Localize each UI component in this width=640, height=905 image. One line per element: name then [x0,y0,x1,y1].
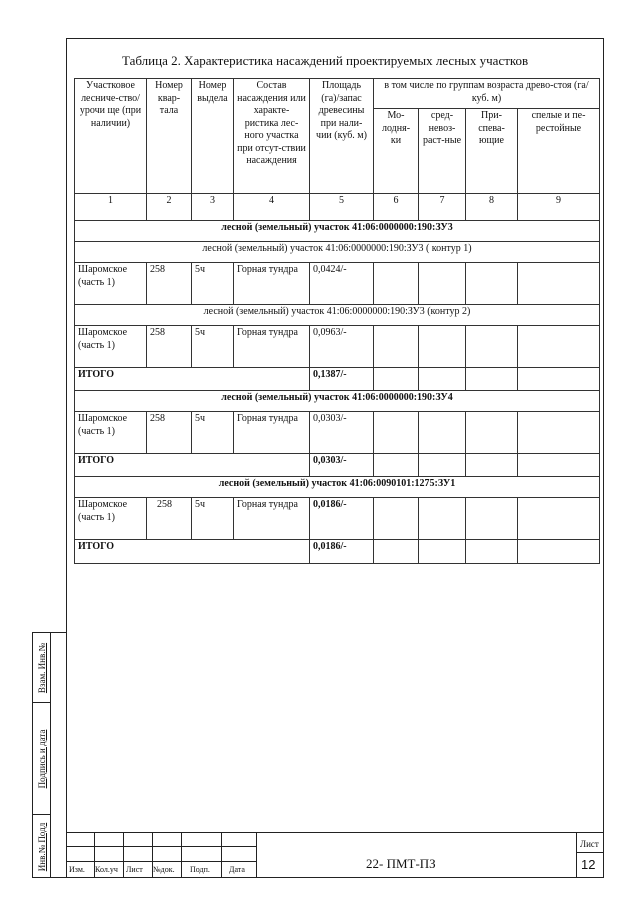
cell-empty [518,263,600,305]
replace-inv-label: Взам. Инв.№ [36,642,47,693]
col-number: 9 [518,194,600,221]
tb-list-label: Лист [126,865,143,874]
total-area: 0,0186/- [310,540,374,564]
cell-empty [374,263,419,305]
sheet-label: Лист [580,839,599,849]
sign-date-cell [33,703,50,815]
col-number: 6 [374,194,419,221]
header-mature: спелые и пе-рестойные [518,109,600,194]
cell-area: 0,0963/- [310,326,374,368]
cell-empty [419,498,466,540]
header-area: Площадь (га)/запас древесины при нали-чии (куб. м) [310,79,374,194]
section-subtitle: лесной (земельный) участок 41:06:0000000:190:ЗУ3 ( контур 1) [75,242,600,263]
header-maturing: При-спева-ющие [466,109,518,194]
cell-empty [374,368,419,391]
cell-empty [518,498,600,540]
cell-empty [374,498,419,540]
section-row [75,221,600,242]
cell-quarter: 258 [147,412,192,454]
cell-empty [419,263,466,305]
cell-empty [466,412,518,454]
cell-empty [466,368,518,391]
col-number: 7 [419,194,466,221]
table-row [75,412,600,454]
cell-plot: 5ч [192,263,234,305]
cell-quarter: 258 [147,498,192,540]
cell-empty [518,540,600,564]
tb-line [576,852,604,853]
section-row [75,391,600,412]
sign-date-label: Подпись и дата [36,729,47,788]
cell-plot: 5ч [192,326,234,368]
cell-empty [374,412,419,454]
cell-empty [419,540,466,564]
strip-divider [50,633,51,877]
inv-no-orig-cell [33,815,50,879]
total-area: 0,0303/- [310,454,374,477]
sheet-number: 12 [581,857,596,872]
cell-empty [374,540,419,564]
cell-empty [466,454,518,477]
cell-composition: Горная тундра [234,326,310,368]
cell-quarter: 258 [147,326,192,368]
cell-forestry: Шаромское (часть 1) [75,498,147,540]
cell-empty [374,326,419,368]
table-row [75,326,600,368]
tb-line [576,832,577,878]
tb-data-label: Дата [229,865,245,874]
header-age-group: в том числе по группам возраста древо-стоя (га/куб. м) [374,79,600,109]
header-plot: Номер выдела [192,79,234,194]
total-label: ИТОГО [75,540,310,564]
replace-inv-cell [33,633,50,703]
total-row [75,454,600,477]
cell-empty [419,326,466,368]
column-numbers-row [75,194,600,221]
section-title: лесной (земельный) участок 41:06:0000000:190:ЗУ4 [75,391,600,412]
tb-line [256,832,257,878]
binding-strip [32,632,66,878]
cell-empty [419,412,466,454]
header-row [75,79,600,109]
cell-empty [518,368,600,391]
cell-empty [518,454,600,477]
col-number: 2 [147,194,192,221]
tb-line [221,832,222,878]
header-forestry: Участковое лесниче-ство/урочи ще (при наличии) [75,79,147,194]
cell-area: 0,0303/- [310,412,374,454]
header-young: Мо-лодня-ки [374,109,419,194]
cell-forestry: Шаромское (часть 1) [75,412,147,454]
col-number: 1 [75,194,147,221]
document-code: 22- ПМТ-ПЗ [366,856,436,871]
header-middle-aged: сред-невоз-раст-ные [419,109,466,194]
cell-empty [466,263,518,305]
cell-empty [466,326,518,368]
title-block [66,832,604,878]
total-row [75,540,600,564]
cell-quarter: 258 [147,263,192,305]
tb-line [181,832,182,878]
tb-podp-label: Подп. [190,865,210,874]
cell-empty [466,540,518,564]
col-number: 8 [466,194,518,221]
cell-forestry: Шаромское (часть 1) [75,326,147,368]
table-title: Таблица 2. Характеристика насаждений проектируемых лесных участков [122,53,529,68]
total-area: 0,1387/- [310,368,374,391]
tb-izm-label: Изм. [69,865,85,874]
cell-empty [518,412,600,454]
inv-no-orig-label: Инв.№ Подл [36,822,47,872]
cell-area: 0,0186/- [310,498,374,540]
col-number: 4 [234,194,310,221]
col-number: 3 [192,194,234,221]
table-row [75,263,600,305]
cell-forestry: Шаромское (часть 1) [75,263,147,305]
section-row [75,305,600,326]
cell-composition: Горная тундра [234,412,310,454]
cell-empty [466,498,518,540]
section-subtitle: лесной (земельный) участок 41:06:0000000:190:ЗУ3 (контур 2) [75,305,600,326]
cell-empty [419,368,466,391]
cell-empty [518,326,600,368]
tb-line [123,832,124,878]
section-title: лесной (земельный) участок 41:06:0090101:1275:ЗУ1 [75,477,600,498]
tb-line [66,832,604,833]
cell-composition: Горная тундра [234,498,310,540]
col-number: 5 [310,194,374,221]
cell-empty [374,454,419,477]
total-label: ИТОГО [75,368,310,391]
cell-empty [419,454,466,477]
tb-ndok-label: №док. [153,865,175,874]
plantations-table [74,78,600,564]
cell-area: 0,0424/- [310,263,374,305]
header-quarter: Номер квар-тала [147,79,192,194]
section-title: лесной (земельный) участок 41:06:0000000:190:ЗУ3 [75,221,600,242]
cell-plot: 5ч [192,412,234,454]
total-row [75,368,600,391]
table-row [75,498,600,540]
section-row [75,242,600,263]
header-composition: Состав насаждения или характе-ристика лес-ного участка при отсут-ствии насаждения [234,79,310,194]
total-label: ИТОГО [75,454,310,477]
section-row [75,477,600,498]
tb-kol-label: Кол.уч [95,865,118,874]
cell-plot: 5ч [192,498,234,540]
cell-composition: Горная тундра [234,263,310,305]
